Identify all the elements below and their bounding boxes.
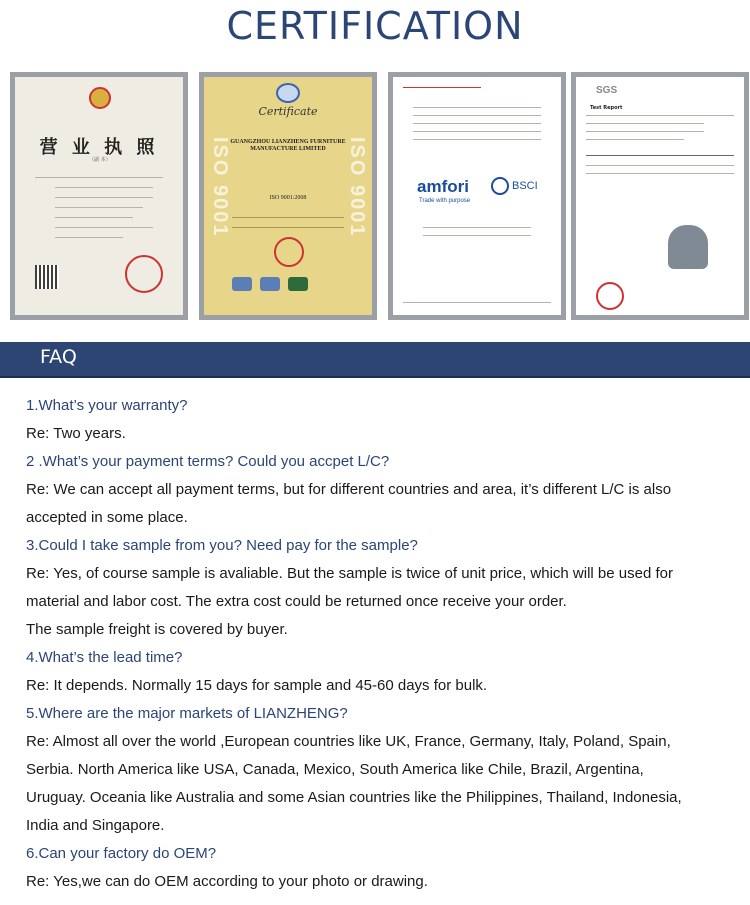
national-emblem-icon bbox=[89, 87, 111, 109]
iso-certificate-image[interactable] bbox=[199, 72, 377, 320]
faq-header-bar bbox=[0, 342, 750, 378]
faq-question: 3.Could I take sample from you? Need pay for the sample? bbox=[26, 537, 418, 554]
divider bbox=[413, 115, 541, 116]
iso-certificate-document bbox=[204, 77, 372, 315]
divider bbox=[586, 115, 734, 116]
divider bbox=[55, 227, 153, 228]
divider bbox=[586, 155, 734, 156]
divider bbox=[55, 207, 143, 208]
faq-answer: Re: Yes,we can do OEM according to your photo or drawing. bbox=[26, 873, 428, 890]
license-subheading: （副 本） bbox=[89, 157, 111, 163]
divider bbox=[586, 165, 734, 166]
certificate-gallery bbox=[10, 72, 740, 322]
business-license-image[interactable] bbox=[10, 72, 188, 320]
divider bbox=[403, 87, 481, 88]
faq-answer: Re: Almost all over the world ,European countries like UK, France, Germany, Italy, Poland, Spain, Serbia. North America like USA, Canada, Mexico, South America like Chile, Brazil, Argentina, Uruguay. Oceania like Australia and some Asian countries like the Philippines, Thailand, Indonesia, India and Singapore. bbox=[26, 733, 682, 834]
faq-answer: Re: Two years. bbox=[26, 425, 126, 442]
iso-standard: ISO 9001:2008 bbox=[269, 195, 307, 201]
faq-item bbox=[26, 644, 738, 700]
eacc-logo-icon bbox=[232, 277, 252, 291]
faq-question: 4.What’s the lead time? bbox=[26, 649, 183, 666]
red-seal-icon bbox=[274, 237, 304, 267]
anab-logo-icon bbox=[288, 277, 308, 291]
iso-watermark-left: ISO 9001 bbox=[209, 137, 231, 238]
divider bbox=[586, 123, 704, 124]
divider bbox=[413, 107, 541, 108]
sgs-report-image[interactable] bbox=[571, 72, 749, 320]
divider bbox=[413, 123, 541, 124]
faq-item bbox=[26, 700, 738, 840]
divider bbox=[232, 227, 344, 228]
faq-item bbox=[26, 840, 738, 896]
chair-photo bbox=[668, 225, 708, 269]
qr-code-icon bbox=[35, 265, 59, 289]
divider bbox=[55, 217, 133, 218]
divider bbox=[35, 177, 163, 178]
page-title: CERTIFICATION bbox=[226, 4, 524, 48]
faq-answer: Re: It depends. Normally 15 days for sample and 45-60 days for bulk. bbox=[26, 677, 488, 694]
faq-question: 5.Where are the major markets of LIANZHENG? bbox=[26, 705, 348, 722]
faq-item bbox=[26, 392, 738, 448]
iaf-logo-icon bbox=[260, 277, 280, 291]
divider bbox=[423, 235, 531, 236]
certificate-heading: Certificate bbox=[258, 105, 318, 118]
faq-list bbox=[26, 392, 738, 896]
bsci-certificate-document bbox=[393, 77, 561, 315]
divider bbox=[55, 197, 153, 198]
accreditation-logos bbox=[232, 277, 308, 291]
faq-heading: FAQ bbox=[40, 346, 77, 368]
bsci-program: BSCI bbox=[512, 180, 538, 192]
globe-logo-icon bbox=[276, 83, 300, 103]
faq-item bbox=[26, 448, 738, 532]
bsci-certificate-image[interactable] bbox=[388, 72, 566, 320]
amfori-tagline: Trade with purpose bbox=[419, 198, 471, 204]
divider bbox=[55, 237, 123, 238]
amfori-logo-icon bbox=[491, 177, 509, 195]
company-name: GUANGZHOU LIANZHENG FURNITURE MANUFACTURE LIMITED bbox=[230, 139, 346, 152]
business-license-document bbox=[15, 77, 183, 315]
faq-answer: Re: Yes, of course sample is avaliable. But the sample is twice of unit price, which will be used for material and labor cost. The extra cost could be returned once receive your order. The sample freight is covered by buyer. bbox=[26, 565, 673, 638]
faq-answer: Re: We can accept all payment terms, but for different countries and area, it’s different L/C is also accepted in some place. bbox=[26, 481, 672, 526]
divider bbox=[55, 187, 153, 188]
divider bbox=[413, 139, 541, 140]
faq-item bbox=[26, 532, 738, 644]
sgs-brand: SGS bbox=[596, 85, 618, 96]
divider bbox=[232, 217, 344, 218]
sgs-report-heading: Test Report bbox=[590, 105, 623, 111]
divider bbox=[403, 302, 551, 303]
divider bbox=[413, 131, 541, 132]
faq-question: 2 .What’s your payment terms? Could you accpet L/C? bbox=[26, 453, 390, 470]
divider bbox=[423, 227, 531, 228]
divider bbox=[586, 173, 734, 174]
faq-question: 1.What’s your warranty? bbox=[26, 397, 188, 414]
divider bbox=[586, 131, 704, 132]
red-seal-icon bbox=[125, 255, 163, 293]
divider bbox=[586, 139, 684, 140]
license-heading: 营 业 执 照 bbox=[39, 137, 159, 158]
amfori-brand: amfori bbox=[417, 177, 469, 196]
faq-question: 6.Can your factory do OEM? bbox=[26, 845, 217, 862]
iso-watermark-right: ISO 9001 bbox=[346, 137, 368, 238]
red-seal-icon bbox=[596, 282, 624, 310]
sgs-report-document bbox=[576, 77, 744, 315]
